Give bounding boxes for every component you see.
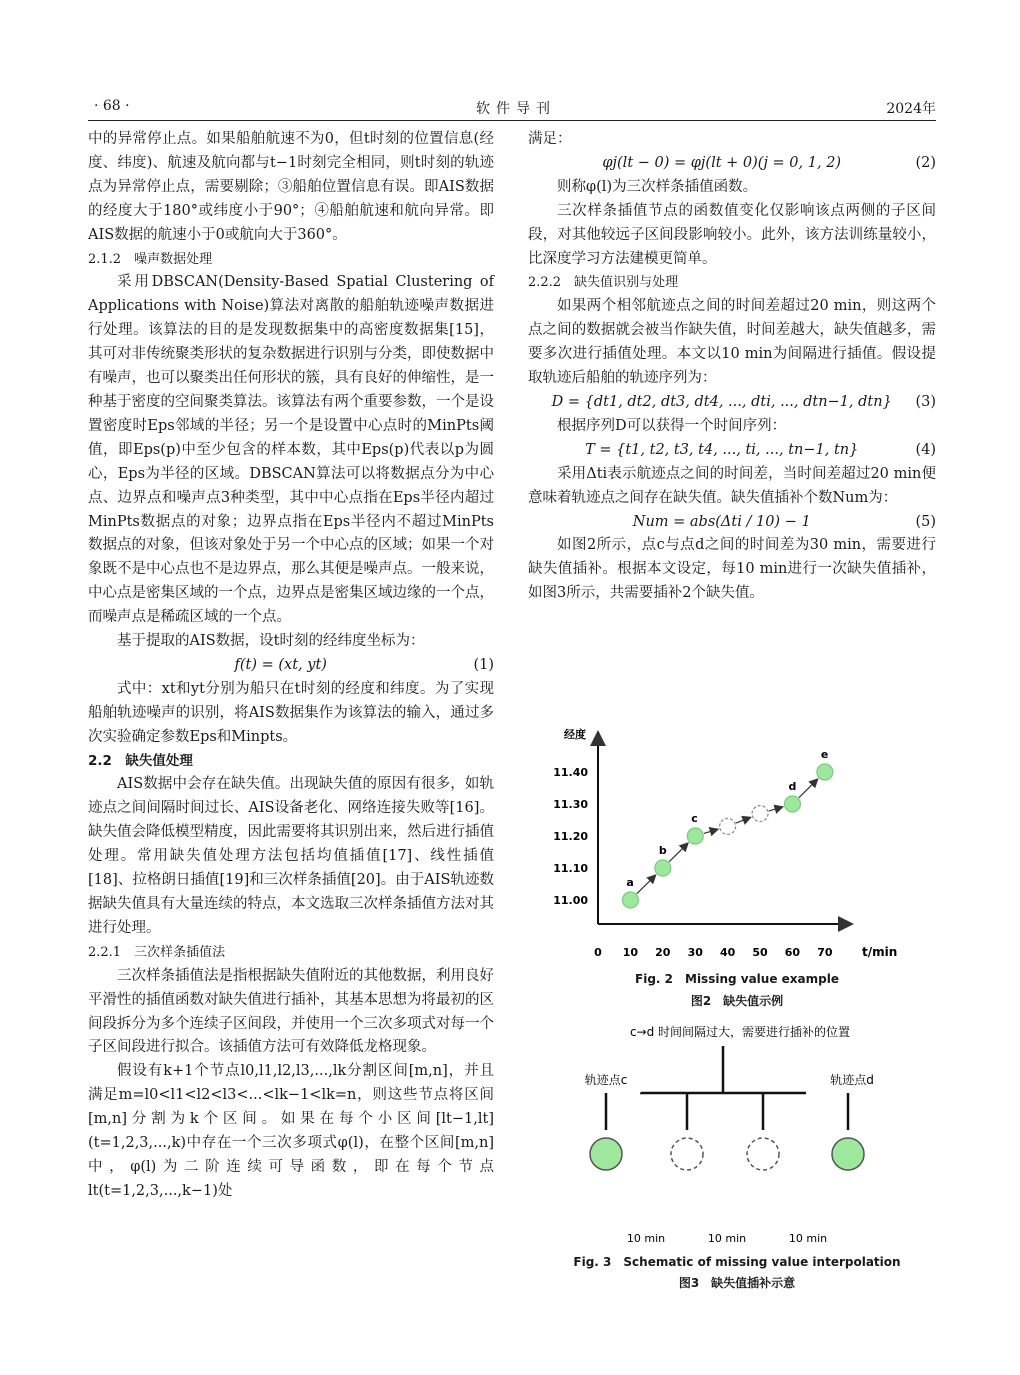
track-point-c [590, 1138, 622, 1170]
x-tick-label: 20 [655, 946, 671, 959]
track-point-d [832, 1138, 864, 1170]
track-point [817, 764, 833, 780]
section-heading: 2.2 缺失值处理 [88, 752, 193, 769]
left-column [88, 128, 494, 1204]
subsection-heading: 2.1.2 噪声数据处理 [88, 251, 213, 267]
equation [528, 152, 936, 176]
fig3-left-label: 轨迹点c [584, 1073, 628, 1087]
interval-label-3: 10 min [788, 1232, 828, 1245]
paragraph: 则称φ(l)为三次样条插值函数。 [557, 178, 758, 195]
x-tick-label: 60 [784, 946, 801, 959]
fig3-caption-en: Fig. 3 Schematic of missing value interpolation [573, 1255, 901, 1269]
track-point [622, 892, 638, 908]
trajectory-arrow [669, 843, 688, 862]
point-label: e [820, 748, 829, 761]
equation-number: (1) [473, 656, 494, 673]
equation [528, 511, 936, 535]
fig2-caption-en: Fig. 2 Missing value example [635, 972, 839, 986]
fig3-right-label: 轨迹点d [830, 1073, 874, 1087]
x-axis-label: t/min [862, 945, 898, 959]
trajectory-arrow [637, 875, 656, 894]
paragraph: 三次样条插值节点的函数值变化仅影响该点两侧的子区间段，对其他较远子区间段影响较小。此外，该方法训练量较小，比深度学习方法建模更简单。 [528, 202, 936, 267]
equation [528, 439, 936, 463]
paragraph: 三次样条插值法是指根据缺失值附近的其他数据，利用良好平滑性的插值函数对缺失值进行插补，其基本思想为将最初的区间段拆分为多个连续子区间段，并使用一个三次多项式对每一个子区间段进行拟合。该插值方法可有效降低龙格现象。 [88, 967, 494, 1056]
equation-number: (2) [915, 154, 936, 171]
paragraph: 式中：xt和yt分别为船只在t时刻的经度和纬度。为了实现船舶轨迹噪声的识别，将AIS数据集作为该算法的输入，通过多次实验确定参数Eps和Minpts。 [88, 680, 494, 745]
point-label: a [626, 876, 634, 889]
interpolation-schematic [560, 1018, 920, 1248]
x-tick-label: 30 [687, 946, 703, 959]
trajectory-arrow [769, 807, 783, 811]
paragraph: 采用DBSCAN(Density-Based Spatial Clustering of Applications with Noise)算法对离散的船舶轨迹噪声数据进行处理。该算法的目的是发现数据集中的高密度数据集[15]，其可对非传统聚类形状的复杂数据进行识别与分类，即使数据中有噪声，也可以聚类出任何形状的簇，具有良好的伸缩性，是一种基于密度的空间聚类算法。该算法有两个重要参数，一个是设置密度时Eps邻域的半径；另一个是设置中心点时的MinPts阈值，即Eps(p)中至少包含的样本数，其中Eps(p)代表以p为圆心，Eps为半径的区域。DBSCAN算法可以将数据点分为中心点、边界点和噪声点3种类型，其中中心点指在Eps半径内超过MinPts数据点的对象；边界点指在Eps半径内不超过MinPts数据点的对象，但该对象处于另一个中心点的区域；如果一个对象既不是中心点也不是边界点，那么其便是噪声点。一般来说，中心点是密集区域的一个点，边界点是密集区域边缘的一个点，而噪声点是稀疏区域的一个点。 [88, 274, 494, 626]
subsection-heading: 2.2.1 三次样条插值法 [88, 944, 226, 960]
track-point [655, 860, 671, 876]
fig2-caption-cn: 图2 缺失值示例 [690, 994, 784, 1008]
right-column [528, 128, 936, 606]
page-number: · 68 · [94, 98, 130, 114]
point-label: c [691, 812, 698, 825]
missing-point-1 [671, 1138, 703, 1170]
page-header [88, 96, 936, 121]
equation [528, 391, 936, 415]
equation [88, 654, 494, 678]
paragraph: 根据序列D可以获得一个时间序列： [557, 417, 787, 434]
paragraph: 基于提取的AIS数据，设t时刻的经纬度坐标为： [117, 633, 425, 650]
paragraph: 满足： [528, 131, 572, 147]
trajectory-arrow [736, 817, 751, 823]
missing-value-chart [552, 728, 922, 968]
paragraph: 中的异常停止点。如果船舶航速不为0，但t时刻的位置信息(经度、纬度)、航速及航向都与t−1时刻完全相同，则t时刻的轨迹点为异常停止点，需要剔除；③船舶位置信息有误。即AIS数据的经度大于180°或纬度小于90°；④船舶航速和航向异常。即AIS数据的航速小于0或航向大于360°。 [88, 131, 494, 243]
paragraph: 如果两个相邻航迹点之间的时间差超过20 min，则这两个点之间的数据就会被当作缺失值，时间差越大，缺失值越多，需要多次进行插值处理。本文以10 min为间隔进行插值。假设提取轨迹后船舶的轨迹序列为： [528, 298, 936, 387]
y-tick-label: 11.10 [553, 862, 588, 875]
equation-number: (4) [915, 441, 936, 458]
interval-label-1: 10 min [626, 1232, 666, 1245]
fig3-top-label: c→d 时间间隔过大，需要进行插补的位置 [629, 1025, 851, 1039]
equation-body: f(t) = (xt, yt) [234, 656, 327, 673]
y-axis-label: 经度 [564, 728, 586, 741]
x-tick-label: 40 [719, 946, 736, 959]
equation-body: φj(lt − 0) = φj(lt + 0)(j = 0, 1, 2) [602, 154, 842, 171]
trajectory-arrow [799, 779, 818, 798]
paragraph: 如图2所示，点c与点d之间的时间差为30 min，需要进行缺失值插补。根据本文设定，每10 min进行一次缺失值插补，如图3所示，共需要插补2个缺失值。 [528, 537, 936, 602]
missing-point-2 [747, 1138, 779, 1170]
track-point [687, 828, 703, 844]
equation-number: (5) [915, 513, 936, 530]
point-label: d [788, 780, 797, 793]
paragraph: 假设有k+1个节点l0,l1,l2,l3,...,lk分割区间[m,n]，并且满足m=l0<l1<l2<l3<...<lk−1<lk=n，则这些节点将区间[m,n]分割为k个区间。如果在每个小区间[lt−1,lt](t=1,2,3,...,k)中存在一个三次多项式φ(l)，在整个区间[m,n]中，φ(l)为二阶连续可导函数，即在每个节点lt(t=1,2,3,...,k−1)处 [88, 1063, 494, 1199]
point-label: b [658, 844, 667, 857]
y-tick-label: 11.20 [553, 830, 588, 843]
fig3-caption-cn: 图3 缺失值插补示意 [678, 1276, 796, 1290]
missing-point [752, 806, 768, 822]
y-tick-label: 11.40 [553, 766, 588, 779]
track-point [784, 796, 800, 812]
journal-name: 软件导刊 [476, 101, 556, 117]
missing-point [720, 818, 736, 834]
y-tick-label: 11.30 [553, 798, 588, 811]
equation-number: (3) [915, 393, 936, 410]
x-tick-label: 70 [817, 946, 833, 959]
paragraph: AIS数据中会存在缺失值。出现缺失值的原因有很多，如轨迹点之间间隔时间过长、AIS设备老化、网络连接失败等[16]。缺失值会降低模型精度，因此需要将其识别出来，然后进行插值处理。常用缺失值处理方法包括均值插值[17]、线性插值[18]、拉格朗日插值[19]和三次样条插值[20]。由于AIS轨迹数据缺失值具有大量连续的特点，本文选取三次样条插值方法对其进行处理。 [88, 776, 494, 936]
x-tick-label: 50 [752, 946, 768, 959]
subsection-heading: 2.2.2 缺失值识别与处理 [528, 275, 679, 291]
y-tick-label: 11.00 [553, 894, 588, 907]
equation-body: D = {dt1, dt2, dt3, dt4, ..., dti, ..., dtn−1, dtn} [551, 393, 892, 410]
paragraph: 采用Δti表示航迹点之间的时间差，当时间差超过20 min便意味着轨迹点之间存在缺失值。缺失值插补个数Num为： [528, 465, 936, 506]
trajectory-arrow [704, 829, 718, 833]
equation-body: Num = abs(Δti / 10) − 1 [632, 513, 811, 530]
x-tick-label: 10 [622, 946, 639, 959]
year-label: 2024年 [886, 101, 936, 117]
x-tick-label: 0 [594, 946, 602, 959]
interval-label-2: 10 min [707, 1232, 747, 1245]
equation-body: T = {t1, t2, t3, t4, ..., ti, ..., tn−1, tn} [585, 441, 859, 458]
